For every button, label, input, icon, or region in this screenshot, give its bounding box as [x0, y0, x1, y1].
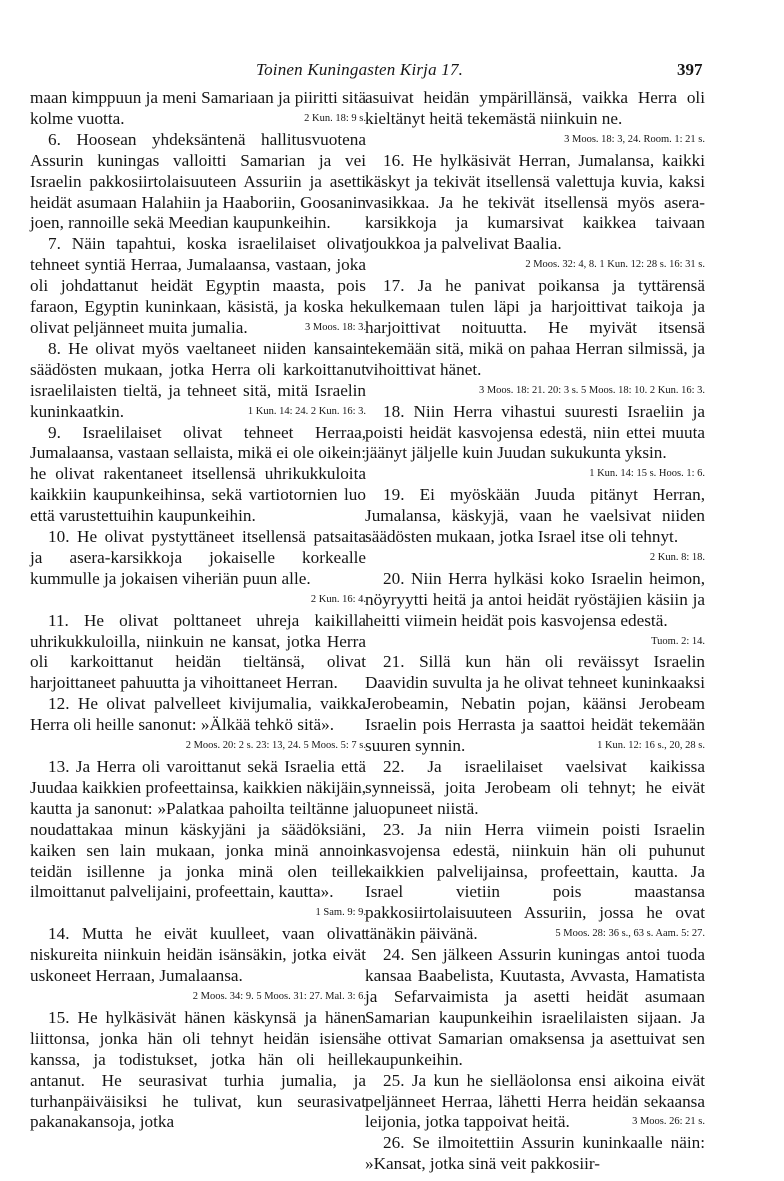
verse-text: maan kimppuun ja meni Samariaan ja piiritti sitä kolme vuotta. [30, 88, 366, 128]
left-column [30, 88, 366, 1133]
cross-reference: 2 Moos. 20: 2 s. 23: 13, 24. 5 Moos. 5: 7 s. [185, 740, 366, 752]
running-head [0, 58, 784, 82]
verse-paragraph [365, 945, 705, 1070]
verse-text: 15. He hylkäsivät hänen käskynsä ja hänen liittonsa, jonka hän oli tehnyt heidän isiensä kanssa, ja todistukset, jotka hän oli heille antanut. He seurasivat turhia jumalia, ja turhanpäiväisiksi he tulivat, kun seurasivat pakanakansoja, jotka [30, 1007, 366, 1132]
verse-paragraph [365, 569, 705, 653]
verse-paragraph [30, 611, 366, 695]
cross-reference: 1 Sam. 9: 9. [315, 907, 366, 919]
verse-paragraph [365, 1071, 705, 1134]
verse-text: 20. Niin Herra hylkäsi koko Israelin heimon, nöyryytti heitä ja antoi heidät ryöstäjien käsiin ja heitti viimein heidät pois kasvojensa edestä. [365, 568, 705, 630]
verse-paragraph [30, 234, 366, 339]
verse-paragraph [365, 402, 705, 486]
cross-reference: 3 Moos. 18: 3, 24. Room. 1: 21 s. [564, 133, 705, 145]
cross-reference: 2 Kun. 16: 4. [310, 593, 366, 605]
right-column [365, 88, 705, 1175]
verse-paragraph [365, 1133, 705, 1175]
verse-paragraph [30, 423, 366, 528]
cross-reference: 3 Moos. 18: 3. [305, 321, 366, 333]
cross-reference: 2 Kun. 18: 9 s. [304, 112, 366, 124]
verse-text: 17. Ja he panivat poikansa ja tyttärensä kulkemaan tulen läpi ja harjoittivat taikoja ja harjoittivat noituutta. He myivät itsensä tekemään sitä, mikä on pahaa Herran silmissä, ja vihoittivat hänet. [365, 276, 705, 379]
verse-text: 14. Mutta he eivät kuulleet, vaan olivat niskureita niinkuin heidän isänsäkin, jotka eivät uskoneet Herraan, Jumalaansa. [30, 924, 366, 986]
verse-paragraph [30, 924, 366, 1008]
cross-reference: 1 Kun. 12: 16 s., 20, 28 s. [597, 740, 705, 752]
verse-paragraph [365, 485, 705, 569]
cross-reference: 5 Moos. 28: 36 s., 63 s. Aam. 5: 27. [555, 928, 705, 940]
page-number: 397 [677, 60, 703, 79]
verse-text: 7. Näin tapahtui, koska israelilaiset olivat tehneet syntiä Herraa, Jumalaansa, vastaan, joka oli johdattanut heidät Egyptin maasta, pois faraon, Egyptin kuninkaan, käsistä, ja koska he olivat peljänneet muita jumalia. [30, 234, 366, 337]
verse-paragraph [365, 820, 705, 945]
verse-paragraph [365, 757, 705, 820]
verse-text: 22. Ja israelilaiset vaelsivat kaikissa synneissä, joita Jerobeam oli tehnyt; he eivät luopuneet niistä. [365, 757, 705, 818]
verse-text: 23. Ja niin Herra viimein poisti Israelin kasvojensa edestä, niinkuin hän oli puhunut kaikkien palvelijainsa, profeettain, kautta. Ja Israel vietiin pois maastansa pakkosiirtolaisuuteen Assuriin, jossa he ovat tänäkin päivänä. [365, 819, 705, 944]
cross-reference: 2 Moos. 34: 9. 5 Moos. 31: 27. Mal. 3: 6. [192, 990, 366, 1002]
verse-text: 25. Ja kun he sielläolonsa ensi aikoina eivät peljänneet Herraa, lähetti Herra heidän sekaansa leijonia, jotka tappoivat heitä. [365, 1070, 705, 1132]
verse-text: 11. He olivat polttaneet uhreja kaikilla uhrikukkuloilla, niinkuin ne kansat, jotka Herra oli karkoittanut heidän tieltänsä, olivat harjoittaneet pahuutta ja vihoittaneet Herran. [30, 610, 366, 693]
verse-text: 26. Se ilmoitettiin Assurin kuninkaalle näin: »Kansat, jotka sinä veit pakkosiir- [365, 1133, 705, 1174]
cross-reference: 1 Kun. 14: 24. 2 Kun. 16: 3. [247, 405, 366, 417]
verse-paragraph [30, 1008, 366, 1133]
verse-text: 9. Israelilaiset olivat tehneet Herraa, Jumalaansa, vastaan sellaista, mikä ei ole oikein: he olivat rakentaneet itsellensä uhrikukkuloita kaikkiin kaupunkeihinsa, sekä vartiotornien luo että varustettuihin kaupunkeihin. [30, 422, 367, 526]
verse-text: 18. Niin Herra vihastui suuresti Israeliin ja poisti heidät kasvojensa edestä, niin ettei muuta jäänyt jäljelle kuin Juudan sukukunta yksin. [365, 401, 705, 463]
verse-paragraph [365, 652, 705, 757]
verse-text: 10. He olivat pystyttäneet itsellensä patsaita ja asera-karsikkoja jokaiselle korkealle kummulle ja jokaisen viheriän puun alle. [30, 527, 366, 588]
running-title: Toinen Kuningasten Kirja 17. [256, 60, 464, 79]
verse-paragraph [365, 88, 705, 151]
verse-text: 6. Hoosean yhdeksäntenä hallitusvuotena Assurin kuningas valloitti Samarian ja vei Israelin pakkosiirtolaisuuteen Assuriin ja asetti heidät asumaan Halahiin ja Haaboriin, Goosanin joen, rannoille sekä Meedian kaupunkeihin. [30, 129, 366, 233]
verse-paragraph [30, 88, 366, 130]
cross-reference: 2 Kun. 8: 18. [649, 551, 705, 563]
cross-reference: 3 Moos. 18: 21. 20: 3 s. 5 Moos. 18: 10. 2 Kun. 16: 3. [478, 384, 705, 396]
cross-reference: 2 Moos. 32: 4, 8. 1 Kun. 12: 28 s. 16: 31 s. [525, 259, 705, 271]
verse-text: 16. He hylkäsivät Herran, Jumalansa, kaikki käskyt ja tekivät itsellensä valettuja kuvia, kaksi vasikkaa. Ja he tekivät itsellensä myös asera-karsikkoja ja kumarsivat kaikkea taivaan joukkoa ja palvelivat Baalia. [365, 150, 705, 254]
verse-text: 8. He olivat myös vaeltaneet niiden kansain säädösten mukaan, jotka Herra oli karkoittanut israelilaisten tieltä, ja tehneet sitä, mitä Israelin kuninkaatkin. [30, 338, 366, 421]
verse-paragraph [30, 339, 366, 423]
verse-text: asuivat heidän ympärillänsä, vaikka Herra oli kieltänyt heitä tekemästä niinkuin ne. [365, 88, 705, 128]
verse-paragraph [365, 276, 705, 401]
cross-reference: Tuom. 2: 14. [651, 635, 705, 647]
verse-paragraph [30, 757, 366, 924]
verse-paragraph [30, 694, 366, 757]
cross-reference: 1 Kun. 14: 15 s. Hoos. 1: 6. [589, 468, 705, 480]
cross-reference: 3 Moos. 26: 21 s. [632, 1116, 705, 1128]
verse-text: 19. Ei myöskään Juuda pitänyt Herran, Jumalansa, käskyjä, vaan he vaelsivat niiden säädösten mukaan, jotka Israel itse oli tehnyt. [365, 485, 705, 547]
verse-text: 13. Ja Herra oli varoittanut sekä Israelia että Juudaa kaikkien profeettainsa, kaikkien näkijäin, kautta ja sanonut: »Palatkaa pahoilta teiltänne ja noudattakaa minun käskyjäni ja säädöksiäni, kaiken sen lain mukaan, jonka minä annoin teidän isillenne ja jonka minä olen teille ilmoittanut palvelijaini, profeettain, kautta». [30, 757, 366, 902]
verse-paragraph [365, 151, 705, 276]
verse-text: 12. He olivat palvelleet kivijumalia, vaikka Herra oli heille sanonut: »Älkää tehkö sitä». [30, 694, 366, 735]
verse-text: 21. Sillä kun hän oli reväissyt Israelin Daavidin suvulta ja he olivat tehneet kuninkaaksi Jerobeamin, Nebatin pojan, käänsi Jerobeam Israelin pois Herrasta ja saattoi heidät tekemään suuren synnin. [365, 652, 705, 756]
verse-paragraph [30, 527, 366, 611]
verse-paragraph [30, 130, 366, 235]
verse-text: 24. Sen jälkeen Assurin kuningas antoi tuoda kansaa Baabelista, Kuutasta, Avvasta, Hamatista ja Sefarvaimista ja asetti heidät asumaan Samarian kaupunkeihin israelilaisten sijaan. Ja he ottivat Samarian omaksensa ja asettuivat sen kaupunkeihin. [365, 945, 705, 1069]
